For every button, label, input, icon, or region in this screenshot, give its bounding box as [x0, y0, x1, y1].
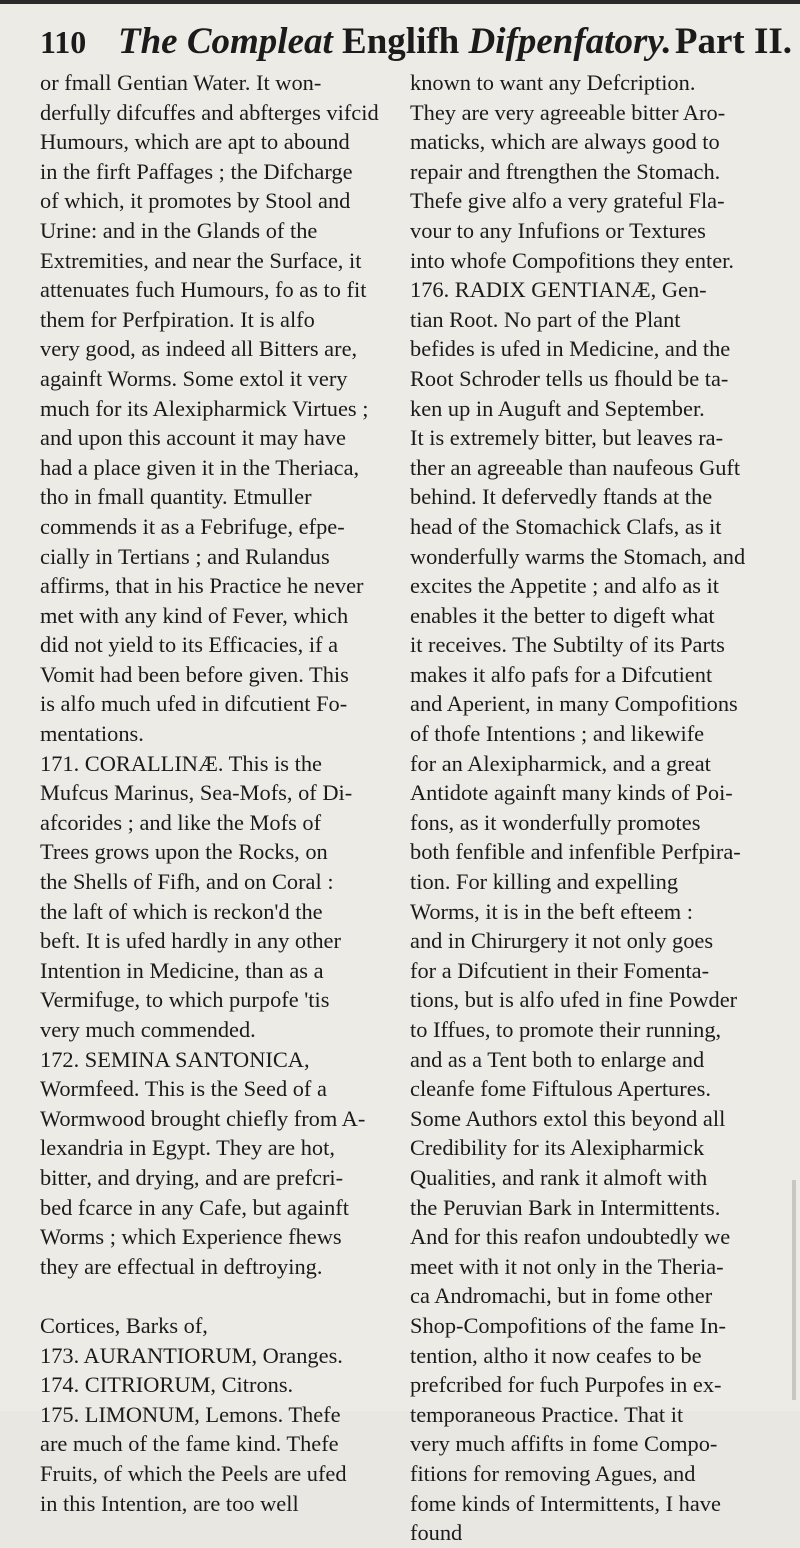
text-line: and upon this account it may have	[40, 425, 346, 451]
text-line: Cortices, Barks of,	[40, 1312, 208, 1338]
text-line: And for this reafon undoubtedly we	[410, 1224, 731, 1250]
text-line: Antidote againft many kinds of Poi-	[410, 780, 733, 806]
right-column	[410, 68, 775, 1548]
text-line: fome kinds of Intermittents, I have	[410, 1490, 721, 1516]
text-line: Shop-Compofitions of the fame In-	[410, 1312, 726, 1338]
text-line: tention, altho it now ceafes to be	[410, 1342, 702, 1368]
left-column	[40, 68, 402, 1518]
text-line: Worms ; which Experience fhews	[40, 1224, 342, 1250]
text-line: the Peruvian Bark in Intermittents.	[410, 1194, 721, 1220]
text-line: againft Worms. Some extol it very	[40, 365, 348, 391]
text-line: and in Chirurgery it not only goes	[410, 928, 714, 954]
text-line: or fmall Gentian Water. It won-	[40, 70, 322, 95]
text-line: Urine: and in the Glands of the	[40, 217, 318, 243]
text-line: Some Authors extol this beyond all	[410, 1105, 726, 1131]
text-line: tion. For killing and expelling	[410, 869, 679, 895]
text-line: Root Schroder tells us fhould be ta-	[410, 365, 729, 391]
text-line: Extremities, and near the Surface, it	[40, 247, 362, 273]
text-line: derfully difcuffes and abfterges vifcid	[40, 99, 379, 125]
text-line: very much affifts in fome Compo-	[410, 1431, 718, 1457]
text-line: 172. SEMINA SANTONICA,	[40, 1046, 310, 1072]
text-line: vour to any Infufions or Textures	[410, 217, 706, 243]
text-line: lexandria in Egypt. They are hot,	[40, 1135, 335, 1161]
text-line: They are very agreeable bitter Aro-	[410, 99, 726, 125]
text-line: 176. RADIX GENTIANÆ, Gen-	[410, 277, 707, 303]
text-line: temporaneous Practice. That it	[410, 1401, 684, 1427]
text-line: very good, as indeed all Bitters are,	[40, 336, 358, 362]
text-line: met with any kind of Fever, which	[40, 602, 349, 628]
text-line: of which, it promotes by Stool and	[40, 188, 351, 214]
text-line: attenuates fuch Humours, fo as to fit	[40, 277, 367, 303]
text-line: behind. It defervedly ftands at the	[410, 484, 713, 510]
text-line: ken up in Auguft and September.	[410, 395, 705, 421]
running-head-roman: Englifh	[332, 21, 469, 62]
text-line: Credibility for its Alexipharmick	[410, 1135, 705, 1161]
text-line: tions, but is alfo ufed in fine Powder	[410, 987, 738, 1013]
text-line: cially in Tertians ; and Rulandus	[40, 543, 330, 569]
text-line: into whofe Compofitions they enter.	[410, 247, 734, 273]
text-line: enables it the better to digeft what	[410, 602, 715, 628]
text-line: meet with it not only in the Theria-	[410, 1253, 724, 1279]
text-line: for an Alexipharmick, and a great	[410, 750, 711, 776]
text-line: 171. CORALLINÆ. This is the	[40, 750, 322, 776]
text-line: and Aperient, in many Compofitions	[410, 691, 738, 717]
text-line: Fruits, of which the Peels are ufed	[40, 1460, 347, 1486]
text-line: fitions for removing Agues, and	[410, 1460, 696, 1486]
text-line: beft. It is ufed hardly in any other	[40, 928, 341, 954]
text-line: them for Perfpiration. It is alfo	[40, 306, 315, 332]
text-line: It is extremely bitter, but leaves ra-	[410, 425, 724, 451]
text-line: the laft of which is reckon'd the	[40, 898, 323, 924]
text-line: known to want any Defcription.	[410, 70, 696, 95]
text-line: found	[410, 1520, 463, 1546]
text-line: did not yield to its Efficacies, if a	[40, 632, 339, 658]
text-line: the Shells of Fifh, and on Coral :	[40, 869, 334, 895]
text-line: excites the Appetite ; and alfo as it	[410, 573, 720, 599]
text-line: Humours, which are apt to abound	[40, 129, 350, 155]
text-line: fons, as it wonderfully promotes	[410, 809, 701, 835]
text-line: Wormwood brought chiefly from A-	[40, 1105, 366, 1131]
running-head-italic-1: The Compleat	[118, 21, 333, 62]
text-line: much for its Alexipharmick Virtues ;	[40, 395, 369, 421]
text-line: is alfo much ufed in difcutient Fo-	[40, 691, 348, 717]
text-line: and as a Tent both to enlarge and	[410, 1046, 705, 1072]
text-line: maticks, which are always good to	[410, 129, 720, 155]
text-line: are much of the fame kind. Thefe	[40, 1431, 339, 1457]
text-line: Wormfeed. This is the Seed of a	[40, 1076, 327, 1102]
text-line	[40, 1281, 402, 1311]
text-line: 175. LIMONUM, Lemons. Thefe	[40, 1401, 341, 1427]
text-line: head of the Stomachick Clafs, as it	[410, 513, 722, 539]
text-line: afcorides ; and like the Mofs of	[40, 809, 322, 835]
text-line: bitter, and drying, and are prefcri-	[40, 1164, 344, 1190]
text-line: 174. CITRIORUM, Citrons.	[40, 1372, 294, 1398]
page-number: 110	[40, 24, 87, 60]
running-head-italic-2: Difpenfatory.	[468, 21, 672, 62]
text-line: befides is ufed in Medicine, and the	[410, 336, 731, 362]
text-line: had a place given it in the Theriaca,	[40, 454, 360, 480]
page-edge-shadow	[792, 1180, 796, 1400]
text-line: tian Root. No part of the Plant	[410, 306, 681, 332]
text-line: cleanfe fome Fiftulous Apertures.	[410, 1076, 711, 1102]
text-line: Thefe give alfo a very grateful Fla-	[410, 188, 725, 214]
text-line: Mufcus Marinus, Sea-Mofs, of Di-	[40, 780, 353, 806]
text-line: Worms, it is in the beft efteem :	[410, 898, 693, 924]
text-line: Trees grows upon the Rocks, on	[40, 839, 328, 865]
text-line: ther an agreeable than naufeous Guft	[410, 454, 741, 480]
text-line: in the firft Paffages ; the Difcharge	[40, 158, 353, 184]
text-line: they are effectual in deftroying.	[40, 1253, 323, 1279]
part-label: Part II.	[674, 21, 792, 62]
text-line: both fenfible and infenfible Perfpira-	[410, 839, 741, 865]
text-line: Vermifuge, to which purpofe 'tis	[40, 987, 330, 1013]
text-line: repair and ftrengthen the Stomach.	[410, 158, 721, 184]
text-line: very much commended.	[40, 1017, 256, 1042]
text-line: Qualities, and rank it almoft with	[410, 1164, 708, 1190]
text-line: Intention in Medicine, than as a	[40, 957, 324, 983]
text-line: makes it alfo pafs for a Difcutient	[410, 661, 713, 687]
text-line: commends it as a Febrifuge, efpe-	[40, 513, 345, 539]
text-line: ca Andromachi, but in fome other	[410, 1283, 713, 1309]
text-line: 173. AURANTIORUM, Oranges.	[40, 1342, 343, 1368]
text-line: mentations.	[40, 721, 144, 747]
top-rule	[0, 0, 800, 4]
text-line: Vomit had been before given. This	[40, 661, 349, 687]
text-line: affirms, that in his Practice he never	[40, 573, 364, 599]
text-line: of thofe Intentions ; and likewife	[410, 721, 705, 747]
text-line: in this Intention, are too well	[40, 1490, 299, 1516]
text-line: it receives. The Subtilty of its Parts	[410, 632, 725, 658]
running-head	[118, 20, 672, 63]
text-line: tho in fmall quantity. Etmuller	[40, 484, 312, 510]
page-header	[30, 14, 794, 66]
text-line: to Iffues, to promote their running,	[410, 1017, 722, 1042]
text-line: for a Difcutient in their Fomenta-	[410, 957, 710, 983]
text-line: wonderfully warms the Stomach, and	[410, 543, 746, 569]
text-line: bed fcarce in any Cafe, but againft	[40, 1194, 349, 1220]
text-line: prefcribed for fuch Purpofes in ex-	[410, 1372, 722, 1398]
